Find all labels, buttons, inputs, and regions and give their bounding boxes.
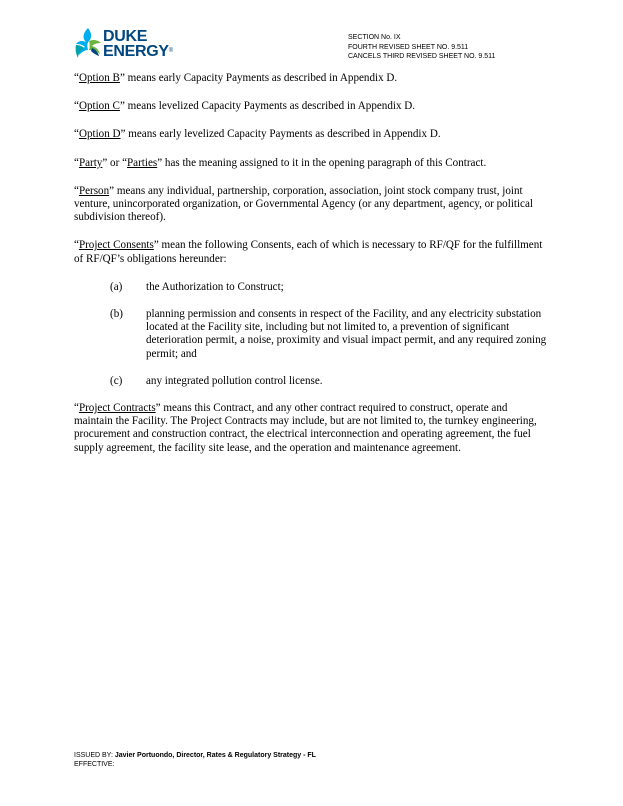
definition-party: “Party” or “Parties” has the meaning assigned to it in the opening paragraph of this Contract. xyxy=(74,156,487,169)
term-option-b: Option B xyxy=(78,72,120,84)
definition-option-b: “Option B” means early Capacity Payments as described in Appendix D. xyxy=(74,72,398,84)
definition-option-d: “Option D” means early levelized Capacity Payments as described in Appendix D. xyxy=(74,128,441,141)
page-footer xyxy=(74,751,316,769)
list-item-text: any integrated pollution control license. xyxy=(146,374,323,387)
section-header xyxy=(348,33,495,62)
list-item-label: (c) xyxy=(110,374,123,387)
term-party: Party xyxy=(78,156,103,169)
effective-line: EFFECTIVE: xyxy=(74,761,115,768)
term-parties: Parties xyxy=(127,156,158,169)
list-item-label: (b) xyxy=(110,308,123,321)
term-option-d: Option D xyxy=(78,128,121,141)
sheet-number: FOURTH REVISED SHEET NO. 9.511 xyxy=(348,43,469,51)
document-body xyxy=(74,72,549,470)
definition-person: “Person” means any individual, partnership, corporation, association, joint stock company trust, joint venture, unincorporated organization, or Governmental Agency (or any department, agency, or political subdivision thereof). xyxy=(74,184,533,224)
list-item-label: (a) xyxy=(110,280,123,293)
list-item-text: planning permission and consents in respect of the Facility, and any electricity substation located at the Facility site, including but not limited to, a prevention of significant deterioration permit, a noise, proximity and visual impact permit, and any required zoning permit; and xyxy=(146,308,547,360)
duke-energy-flame-icon xyxy=(70,26,106,60)
issued-by-line xyxy=(74,751,316,760)
definition-option-c: “Option C” means levelized Capacity Payments as described in Appendix D. xyxy=(74,100,416,113)
list-item xyxy=(74,308,549,361)
list-item xyxy=(74,281,549,294)
term-person: Person xyxy=(78,184,110,197)
duke-energy-logo xyxy=(70,22,180,66)
list-item-text: the Authorization to Construct; xyxy=(146,280,284,293)
section-number: SECTION No. IX xyxy=(348,34,401,41)
consent-list xyxy=(74,281,549,388)
term-project-consents: Project Consents xyxy=(78,239,154,252)
term-option-c: Option C xyxy=(78,100,120,113)
logo-energy-text: ENERGY xyxy=(103,43,169,60)
list-item xyxy=(74,375,549,388)
issued-by-name: Javier Portuondo, Director, Rates & Regulatory Strategy - FL xyxy=(114,752,316,759)
cancels-sheet: CANCELS THIRD REVISED SHEET NO. 9.511 xyxy=(348,53,496,60)
definition-project-consents: “Project Consents” mean the following Consents, each of which is necessary to RF/QF for the fulfillment of RF/QF’s obligations hereunder: xyxy=(74,239,543,265)
term-project-contracts: Project Contracts xyxy=(78,402,156,415)
logo-duke-text: DUKE xyxy=(103,28,148,45)
definition-project-contracts: “Project Contracts” means this Contract, and any other contract required to construct, operate and maintain the Facility. The Project Contracts may include, but are not limited to, the turnkey engineering, procurement and construction contract, the electrical interconnection and operating agreement, the fuel supply agreement, the facility site lease, and the operation and maintenance agreement. xyxy=(74,402,537,454)
issued-by-label: ISSUED BY: xyxy=(74,752,115,759)
logo-registered-mark: ® xyxy=(168,48,173,54)
